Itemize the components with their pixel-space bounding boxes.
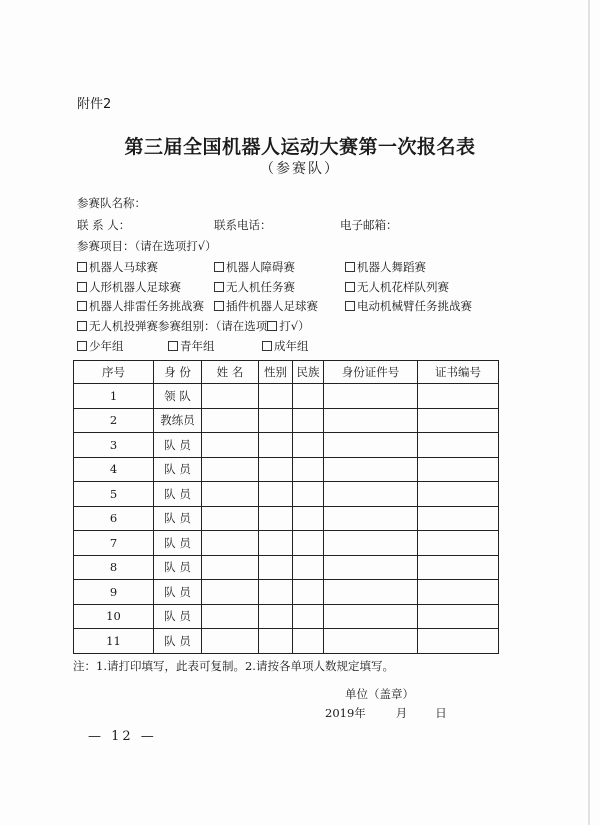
team-name-label: 参赛队名称： [77,196,146,210]
gender-cell[interactable] [259,555,293,580]
age-group-option[interactable]: 青年组 [168,338,215,354]
ethnicity-cell[interactable] [293,506,324,531]
table-body [74,384,499,654]
checkbox[interactable] [345,301,355,311]
age-group-option[interactable]: 成年组 [262,338,309,354]
gender-cell[interactable] [259,384,293,409]
checkbox[interactable] [214,282,224,292]
table-row [74,433,499,458]
checkbox-sample-icon [267,321,277,331]
name-cell[interactable] [202,555,259,580]
certificate-number-cell[interactable] [418,482,499,507]
certificate-number-cell[interactable] [418,580,499,605]
table-row [74,531,499,556]
name-cell[interactable] [202,604,259,629]
id-number-cell[interactable] [324,408,418,433]
role-cell: 队 员 [154,506,202,531]
checkbox[interactable] [77,341,87,351]
row-number-cell: 11 [74,629,154,654]
row-number-cell: 1 [74,384,154,409]
id-number-cell[interactable] [324,604,418,629]
checkbox[interactable] [77,321,87,331]
event-option[interactable]: 插件机器人足球赛 [214,298,318,314]
name-cell[interactable] [202,629,259,654]
gender-cell[interactable] [259,629,293,654]
role-cell: 队 员 [154,457,202,482]
name-cell[interactable] [202,457,259,482]
certificate-number-cell[interactable] [418,457,499,482]
table-row [74,580,499,605]
events-prompt: 参赛项目：（请在选项打√） [77,239,217,253]
column-header: 姓 名 [202,361,259,384]
name-cell[interactable] [202,580,259,605]
row-number-cell: 8 [74,555,154,580]
certificate-number-cell[interactable] [418,629,499,654]
checkbox[interactable] [168,341,178,351]
checkbox[interactable] [77,301,87,311]
ethnicity-cell[interactable] [293,604,324,629]
certificate-number-cell[interactable] [418,433,499,458]
id-number-cell[interactable] [324,433,418,458]
contact-label: 联 系 人： [77,218,131,232]
checkbox[interactable] [77,282,87,292]
ethnicity-cell[interactable] [293,580,324,605]
gender-cell[interactable] [259,457,293,482]
drone-group-prompt: 无人机投弹赛参赛组别：（请在选项 打√） [77,318,310,334]
table-row [74,408,499,433]
event-option[interactable]: 机器人排雷任务挑战赛 [77,298,204,314]
checkbox[interactable] [77,262,87,272]
row-number-cell: 2 [74,408,154,433]
ethnicity-cell[interactable] [293,408,324,433]
column-header: 证书编号 [418,361,499,384]
attachment-label: 附件2 [77,97,112,112]
gender-cell[interactable] [259,482,293,507]
column-header: 民族 [293,361,324,384]
name-cell[interactable] [202,384,259,409]
ethnicity-cell[interactable] [293,384,324,409]
event-option[interactable]: 无人机花样队列赛 [345,279,449,295]
ethnicity-cell[interactable] [293,433,324,458]
role-cell: 教练员 [154,408,202,433]
form-title: 第三届全国机器人运动大赛第一次报名表 [124,136,476,158]
event-option[interactable]: 人形机器人足球赛 [77,279,181,295]
table-row [74,384,499,409]
ethnicity-cell[interactable] [293,531,324,556]
name-cell[interactable] [202,433,259,458]
checkbox[interactable] [214,301,224,311]
form-subtitle: （参赛队） [260,161,340,177]
row-number-cell: 5 [74,482,154,507]
name-cell[interactable] [202,531,259,556]
table-row [74,629,499,654]
id-number-cell[interactable] [324,457,418,482]
event-option[interactable]: 机器人障碍赛 [214,259,295,275]
certificate-number-cell[interactable] [418,408,499,433]
ethnicity-cell[interactable] [293,482,324,507]
table-row [74,482,499,507]
checkbox[interactable] [262,341,272,351]
event-option[interactable]: 机器人马球赛 [77,259,158,275]
role-cell: 队 员 [154,629,202,654]
unit-seal-label: 单位（盖章） [345,687,414,701]
id-number-cell[interactable] [324,506,418,531]
page-edge [588,0,590,825]
date-line [325,705,447,721]
name-cell[interactable] [202,506,259,531]
email-label: 电子邮箱： [340,218,398,232]
name-cell[interactable] [202,408,259,433]
date-month: 月 [395,706,408,720]
row-number-cell: 3 [74,433,154,458]
id-number-cell[interactable] [324,629,418,654]
page-number: — 12 — [88,729,157,744]
table-row [74,555,499,580]
id-number-cell[interactable] [324,384,418,409]
gender-cell[interactable] [259,531,293,556]
role-cell: 队 员 [154,555,202,580]
row-number-cell: 4 [74,457,154,482]
id-number-cell[interactable] [324,580,418,605]
certificate-number-cell[interactable] [418,384,499,409]
gender-cell[interactable] [259,408,293,433]
checkbox[interactable] [345,282,355,292]
table-row [74,604,499,629]
phone-label: 联系电话： [214,218,272,232]
name-cell[interactable] [202,482,259,507]
event-option[interactable]: 无人机任务赛 [214,279,295,295]
table-row [74,457,499,482]
gender-cell[interactable] [259,433,293,458]
registration-table [73,360,499,654]
column-header: 序号 [74,361,154,384]
event-option[interactable]: 机器人舞蹈赛 [345,259,426,275]
role-cell: 队 员 [154,531,202,556]
date-year: 2019年 [325,706,366,720]
ethnicity-cell[interactable] [293,457,324,482]
date-day: 日 [435,706,447,720]
role-cell: 队 员 [154,604,202,629]
id-number-cell[interactable] [324,531,418,556]
role-cell: 队 员 [154,433,202,458]
row-number-cell: 9 [74,580,154,605]
id-number-cell[interactable] [324,555,418,580]
role-cell: 队 员 [154,580,202,605]
column-header: 身 份 [154,361,202,384]
ethnicity-cell[interactable] [293,555,324,580]
checkbox[interactable] [345,262,355,272]
certificate-number-cell[interactable] [418,604,499,629]
role-cell: 队 员 [154,482,202,507]
role-cell: 领 队 [154,384,202,409]
table-row [74,506,499,531]
table-header-row [74,361,499,384]
certificate-number-cell[interactable] [418,555,499,580]
certificate-number-cell[interactable] [418,506,499,531]
age-group-option[interactable]: 少年组 [77,338,124,354]
checkbox[interactable] [214,262,224,272]
row-number-cell: 6 [74,506,154,531]
column-header: 身份证件号 [324,361,418,384]
column-header: 性别 [259,361,293,384]
footnote: 注：1.请打印填写，此表可复制。2.请按各单项人数规定填写。 [73,659,394,673]
ethnicity-cell[interactable] [293,629,324,654]
certificate-number-cell[interactable] [418,531,499,556]
gender-cell[interactable] [259,604,293,629]
gender-cell[interactable] [259,580,293,605]
row-number-cell: 10 [74,604,154,629]
event-option[interactable]: 电动机械臂任务挑战赛 [345,298,472,314]
id-number-cell[interactable] [324,482,418,507]
gender-cell[interactable] [259,506,293,531]
row-number-cell: 7 [74,531,154,556]
